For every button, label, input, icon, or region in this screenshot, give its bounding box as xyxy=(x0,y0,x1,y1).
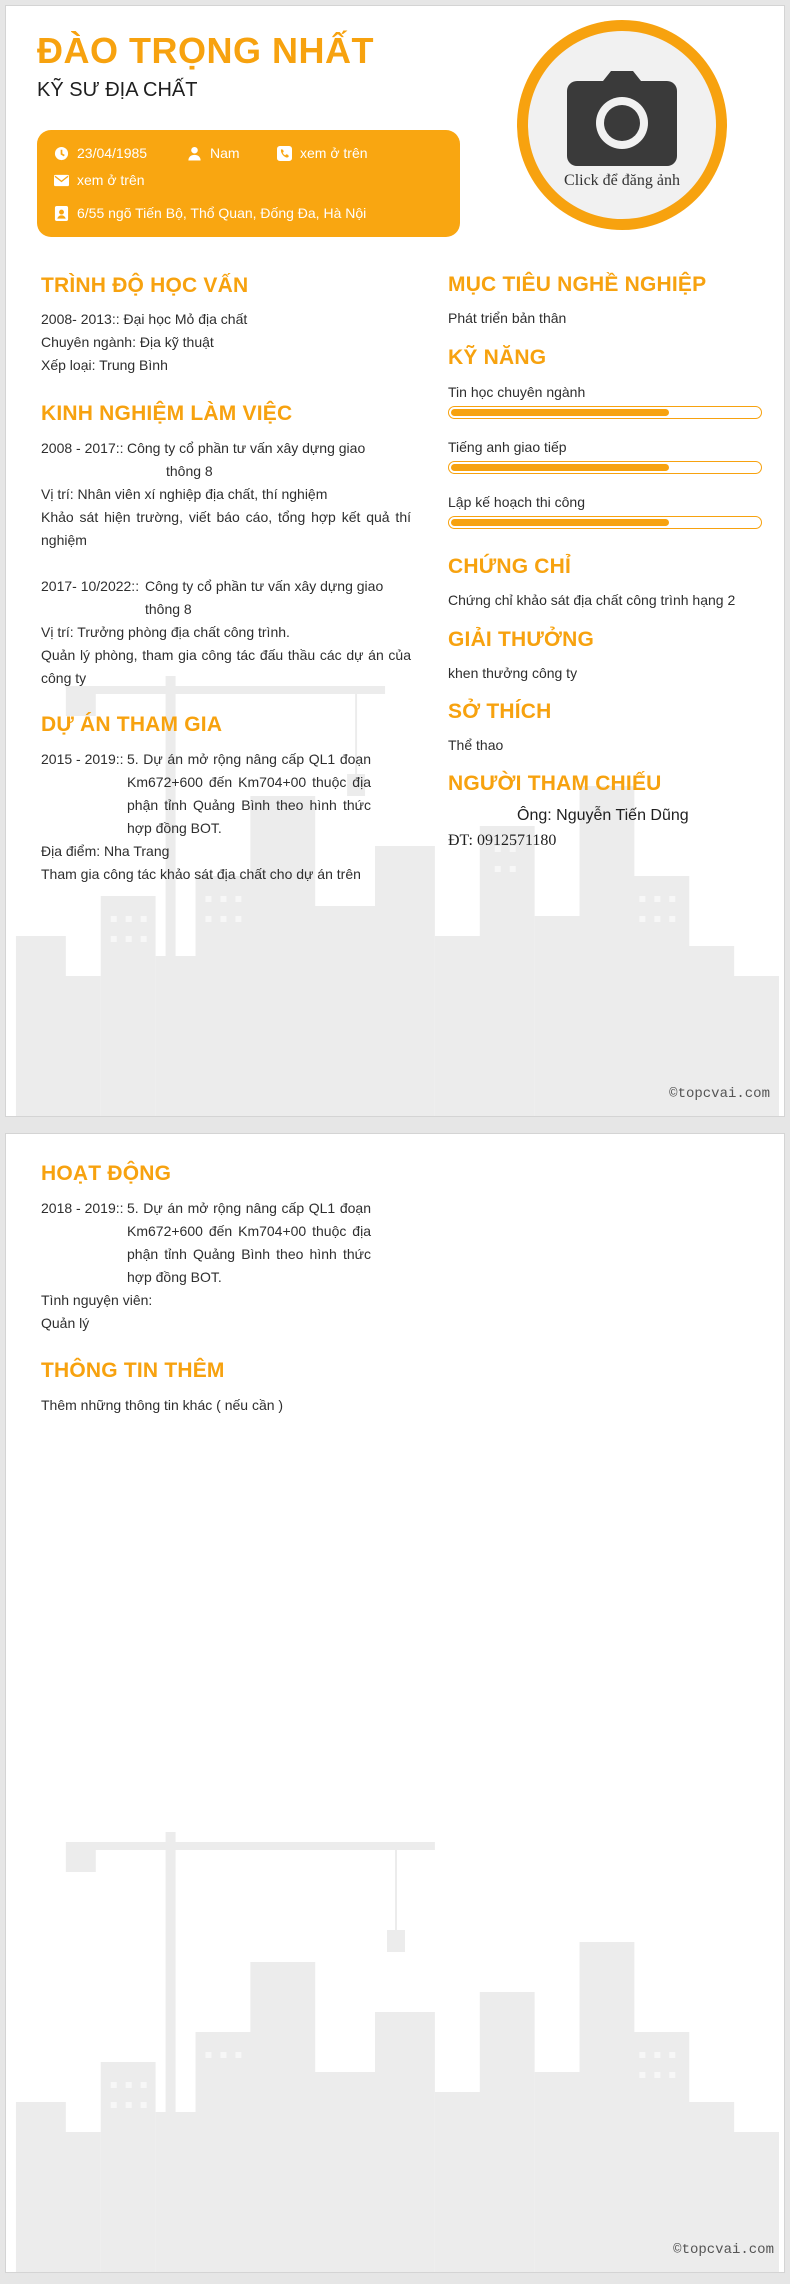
skill-bar-fill xyxy=(451,409,669,416)
activity-desc-line: phận tỉnh Quảng Bình theo hình thức xyxy=(127,1246,371,1262)
project-location: Địa điểm: Nha Trang xyxy=(41,843,170,859)
mail-icon xyxy=(54,173,69,188)
phone-text: xem ở trên xyxy=(300,145,368,161)
reference-name: Ông: Nguyễn Tiến Dũng xyxy=(517,807,689,824)
job-title: KỸ SƯ ĐỊA CHẤT xyxy=(37,79,198,101)
project-desc-line: Km672+600 đến Km704+00 thuộc địa xyxy=(127,774,371,790)
skill-name: Lập kế hoạch thi công xyxy=(448,494,585,510)
clock-icon xyxy=(54,146,69,161)
education-title: TRÌNH ĐỘ HỌC VẤN xyxy=(41,274,249,297)
project-desc-line: phận tỉnh Quảng Bình theo hình thức xyxy=(127,797,371,813)
experience-2-desc: Quản lý phòng, tham gia công tác đấu thầu các dự án của xyxy=(41,647,411,663)
experience-2-company-cont: thông 8 xyxy=(145,601,192,617)
email-text: xem ở trên xyxy=(77,172,145,188)
photo-upload[interactable] xyxy=(517,20,727,230)
certificates-text: Chứng chỉ khảo sát địa chất công trình hạng 2 xyxy=(448,592,736,608)
skills-title: KỸ NĂNG xyxy=(448,346,547,369)
address-text: 6/55 ngõ Tiến Bộ, Thổ Quan, Đống Đa, Hà Nội xyxy=(77,205,367,221)
watermark: ©topcvai.com xyxy=(669,1086,770,1102)
cv-page-2 xyxy=(5,1133,785,2273)
additional-text: Thêm những thông tin khác ( nếu cần ) xyxy=(41,1397,284,1413)
photo-placeholder[interactable] xyxy=(528,31,716,219)
skill-bar-fill xyxy=(451,464,669,471)
education-period: 2008- 2013:: xyxy=(41,311,120,327)
activity-role: Tình nguyện viên: xyxy=(41,1292,153,1308)
reference-phone: ĐT: 0912571180 xyxy=(448,832,557,849)
gender-text: Nam xyxy=(210,145,240,161)
activity-desc: Quản lý xyxy=(41,1315,90,1331)
awards-title: GIẢI THƯỞNG xyxy=(448,628,595,651)
activity-desc-line: 5. Dự án mở rộng nâng cấp QL1 đoạn xyxy=(127,1200,371,1216)
activity-desc-line: hợp đồng BOT. xyxy=(127,1269,222,1285)
objective-title: MỤC TIÊU NGHỀ NGHIỆP xyxy=(448,273,707,296)
certificates-title: CHỨNG CHỈ xyxy=(448,555,572,578)
awards-text: khen thưởng công ty xyxy=(448,665,578,681)
activity-desc-line: Km672+600 đến Km704+00 thuộc địa xyxy=(127,1223,371,1239)
experience-1-desc-cont: nghiệm xyxy=(41,532,87,548)
address-item xyxy=(54,205,366,221)
projects-title: DỰ ÁN THAM GIA xyxy=(41,713,223,736)
objective-text: Phát triển bản thân xyxy=(448,310,567,326)
camera-icon xyxy=(567,71,677,166)
education-major: Chuyên ngành: Địa kỹ thuật xyxy=(41,334,214,350)
references-title: NGƯỜI THAM CHIẾU xyxy=(448,772,662,795)
phone-icon xyxy=(277,146,292,161)
education-grade: Xếp loại: Trung Bình xyxy=(41,357,168,373)
user-icon xyxy=(187,146,202,161)
project-desc-line: hợp đồng BOT. xyxy=(127,820,222,836)
photo-upload-label: Click để đăng ảnh xyxy=(564,171,680,189)
contact-info-box xyxy=(37,130,460,237)
cv-page-1 xyxy=(5,5,785,1117)
experience-2-desc-cont: công ty xyxy=(41,670,87,686)
phone-item xyxy=(277,145,368,161)
email-item xyxy=(54,172,145,188)
experience-1-company: Công ty cổ phần tư vấn xây dựng giao xyxy=(127,440,366,456)
gender-item xyxy=(187,145,240,161)
skill-bar xyxy=(448,516,762,529)
project-period: 2015 - 2019:: xyxy=(41,751,124,767)
experience-title: KINH NGHIỆM LÀM VIỆC xyxy=(41,402,293,425)
watermark: ©topcvai.com xyxy=(673,2242,774,2258)
location-icon xyxy=(54,206,69,221)
experience-2-position: Vị trí: Trưởng phòng địa chất công trình. xyxy=(41,624,290,640)
experience-2-period: 2017- 10/2022:: xyxy=(41,578,140,594)
experience-2-company: Công ty cổ phần tư vấn xây dựng giao xyxy=(145,578,384,594)
additional-title: THÔNG TIN THÊM xyxy=(41,1359,225,1382)
experience-1-position: Vị trí: Nhân viên xí nghiệp địa chất, thí nghiệm xyxy=(41,486,328,502)
birthday-text: 23/04/1985 xyxy=(77,145,148,161)
education-entry xyxy=(41,308,247,331)
experience-1-company-cont: thông 8 xyxy=(166,463,213,479)
skill-bar-fill xyxy=(451,519,669,526)
hobbies-text: Thể thao xyxy=(448,737,504,753)
candidate-name: ĐÀO TRỌNG NHẤT xyxy=(37,30,374,71)
skill-bar xyxy=(448,406,762,419)
skill-name: Tiếng anh giao tiếp xyxy=(448,439,567,455)
activities-title: HOẠT ĐỘNG xyxy=(41,1162,172,1185)
experience-1-desc: Khảo sát hiện trường, viết báo cáo, tổng hợp kết quả thí xyxy=(41,509,411,525)
education-school: Đại học Mỏ địa chất xyxy=(123,311,248,327)
hobbies-title: SỞ THÍCH xyxy=(448,700,552,723)
project-desc-line: 5. Dự án mở rộng nâng cấp QL1 đoạn xyxy=(127,751,371,767)
project-role: Tham gia công tác khảo sát địa chất cho dự án trên xyxy=(41,866,361,882)
skill-name: Tin học chuyên ngành xyxy=(448,384,586,400)
skill-bar xyxy=(448,461,762,474)
activity-period: 2018 - 2019:: xyxy=(41,1200,124,1216)
birthday-item xyxy=(54,145,147,161)
experience-1-period: 2008 - 2017:: xyxy=(41,440,124,456)
